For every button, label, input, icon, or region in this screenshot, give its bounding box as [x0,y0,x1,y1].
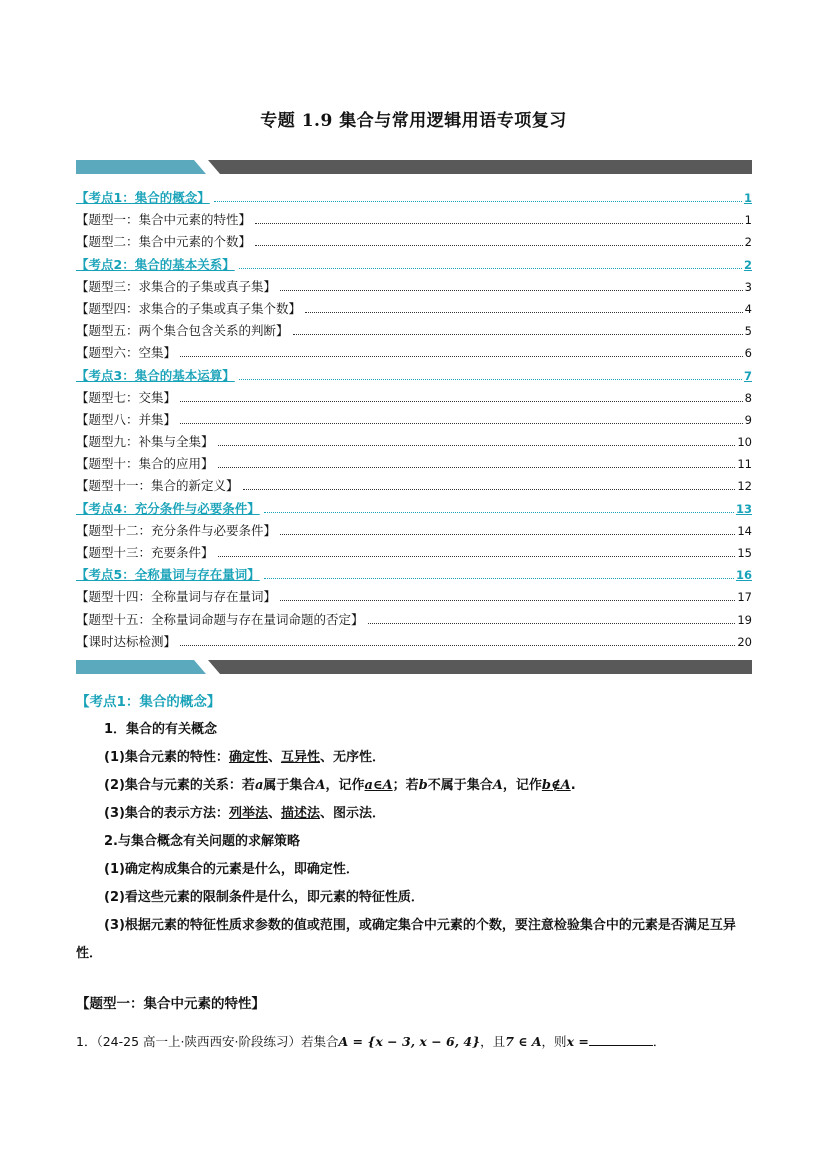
toc-entry[interactable] [76,476,752,498]
strategy-3: (3)根据元素的特征性质求参数的值或范围，或确定集合中元素的个数，要注意检验集合中的元素是否满足互异性． [76,918,736,961]
toc-entry-page: 5 [744,324,752,339]
toc-entry-label: 【题型九：补集与全集】 [76,434,214,450]
paragraph-representation: (3)集合的表示方法：列举法、描述法、图示法． [104,806,386,821]
toc-leader-dots [218,444,736,446]
toc-entry[interactable] [76,255,752,277]
toc-leader-dots [218,555,736,557]
toc-entry-label: 【题型七：交集】 [76,389,177,405]
toc-entry[interactable] [76,388,752,410]
toc-entry-page: 19 [737,612,752,627]
toc-entry-page: 6 [744,346,752,361]
toc-leader-dots [280,599,735,601]
page-title: 专题 1.9 集合与常用逻辑用语专项复习 [260,111,567,131]
question-1: 1．（24-25 高一上·陕西西安·阶段练习）若集合A = {x − 3, x − 6, 4}，且7 ∈ A，则x = ． [76,1034,666,1049]
toc-entry-page: 14 [737,523,752,538]
toc-entry-page: 4 [744,301,752,316]
toc-entry[interactable] [76,188,752,210]
toc-leader-dots [255,222,743,224]
toc-entry[interactable] [76,632,752,654]
toc-entry-page: 2 [743,257,752,272]
toc-entry-label: 【题型十三：充要条件】 [76,545,214,560]
toc-leader-dots [280,533,735,535]
toc-entry-page: 9 [744,412,752,427]
toc-entry[interactable] [76,543,752,565]
toc-leader-dots [255,244,743,246]
toc-entry-page: 8 [744,390,752,405]
toc-leader-dots [243,488,736,490]
section-heading-kaodian1: 【考点1：集合的概念】 [76,694,221,710]
toc-entry[interactable] [76,499,752,521]
toc-entry[interactable] [76,210,752,232]
toc-entry-page: 2 [744,235,752,250]
toc-entry[interactable] [76,432,752,454]
toc-entry[interactable] [76,565,752,587]
toc-leader-dots [293,333,743,335]
toc-entry[interactable] [76,343,752,365]
toc-entry-label: 【考点4：充分条件与必要条件】 [76,500,260,516]
subheading-strategies: 2.与集合概念有关问题的求解策略 [104,834,300,849]
toc-entry-label: 【题型十二：充分条件与必要条件】 [76,522,277,538]
toc-leader-dots [280,289,743,291]
strategy-1: (1)确定构成集合的元素是什么，即确定性． [104,862,359,877]
table-of-contents [76,188,752,654]
toc-entry-label: 【题型四：求集合的子集或真子集个数】 [76,300,302,316]
paragraph-element-relation: (2)集合与元素的关系：若a属于集合A，记作a∈A；若b不属于集合A，记作b∉A. [104,778,576,793]
toc-leader-dots [180,355,743,357]
toc-leader-dots [180,644,735,646]
toc-entry[interactable] [76,454,752,476]
toc-leader-dots [218,466,736,468]
toc-entry[interactable] [76,610,752,632]
toc-entry-page: 20 [737,634,752,649]
toc-leader-dots [264,577,734,579]
paragraph-set-properties: (1)集合元素的特性：确定性、互异性、无序性． [104,750,386,765]
toc-entry-label: 【题型十五：全称量词命题与存在量词命题的否定】 [76,611,364,627]
toc-entry-page: 10 [737,435,752,450]
toc-entry-label: 【课时达标检测】 [76,633,177,649]
toc-leader-dots [239,267,742,269]
toc-entry[interactable] [76,232,752,254]
toc-leader-dots [214,200,742,202]
document-body [76,688,752,1056]
toc-entry-page: 1 [743,191,752,205]
toc-entry-page: 17 [737,590,752,605]
toc-entry-label: 【题型六：空集】 [76,345,177,361]
divider-top [76,160,752,174]
toc-entry-label: 【考点2：集合的基本关系】 [76,256,235,272]
toc-entry[interactable] [76,321,752,343]
toc-leader-dots [305,311,743,313]
toc-leader-dots [239,378,742,380]
toc-entry-label: 【题型十四：全称量词与存在量词】 [76,589,277,605]
toc-entry[interactable] [76,277,752,299]
type-heading-1: 【题型一：集合中元素的特性】 [76,996,265,1012]
toc-leader-dots [180,422,743,424]
answer-blank[interactable] [589,1033,653,1046]
toc-entry-label: 【题型三：求集合的子集或真子集】 [76,278,277,294]
toc-entry-page: 16 [735,568,752,583]
toc-entry-page: 13 [735,501,752,516]
toc-leader-dots [264,511,734,513]
toc-entry-page: 7 [743,368,752,383]
toc-entry-label: 【题型八：并集】 [76,411,177,427]
toc-entry-label: 【题型五：两个集合包含关系的判断】 [76,323,289,339]
toc-entry[interactable] [76,366,752,388]
toc-entry-label: 【考点3：集合的基本运算】 [76,367,235,383]
toc-entry-page: 11 [737,457,752,472]
toc-entry-page: 15 [737,546,752,560]
toc-entry-label: 【考点1：集合的概念】 [76,190,210,205]
toc-leader-dots [368,622,736,624]
toc-entry-page: 12 [737,479,752,494]
toc-entry-label: 【题型二：集合中元素的个数】 [76,234,252,250]
toc-entry-label: 【题型十：集合的应用】 [76,456,214,472]
divider-bottom [76,660,752,674]
toc-entry-page: 3 [744,279,752,294]
toc-entry[interactable] [76,521,752,543]
toc-entry-label: 【考点5：全称量词与存在量词】 [76,567,260,583]
toc-entry[interactable] [76,299,752,321]
toc-entry-label: 【题型十一：集合的新定义】 [76,478,239,494]
toc-leader-dots [180,400,743,402]
toc-entry-page: 1 [744,213,752,228]
strategy-2: (2)看这些元素的限制条件是什么，即元素的特征性质． [104,890,424,905]
subheading-concepts: 1．集合的有关概念 [104,722,218,737]
toc-entry-label: 【题型一：集合中元素的特性】 [76,212,252,228]
toc-entry[interactable] [76,410,752,432]
toc-entry[interactable] [76,587,752,609]
